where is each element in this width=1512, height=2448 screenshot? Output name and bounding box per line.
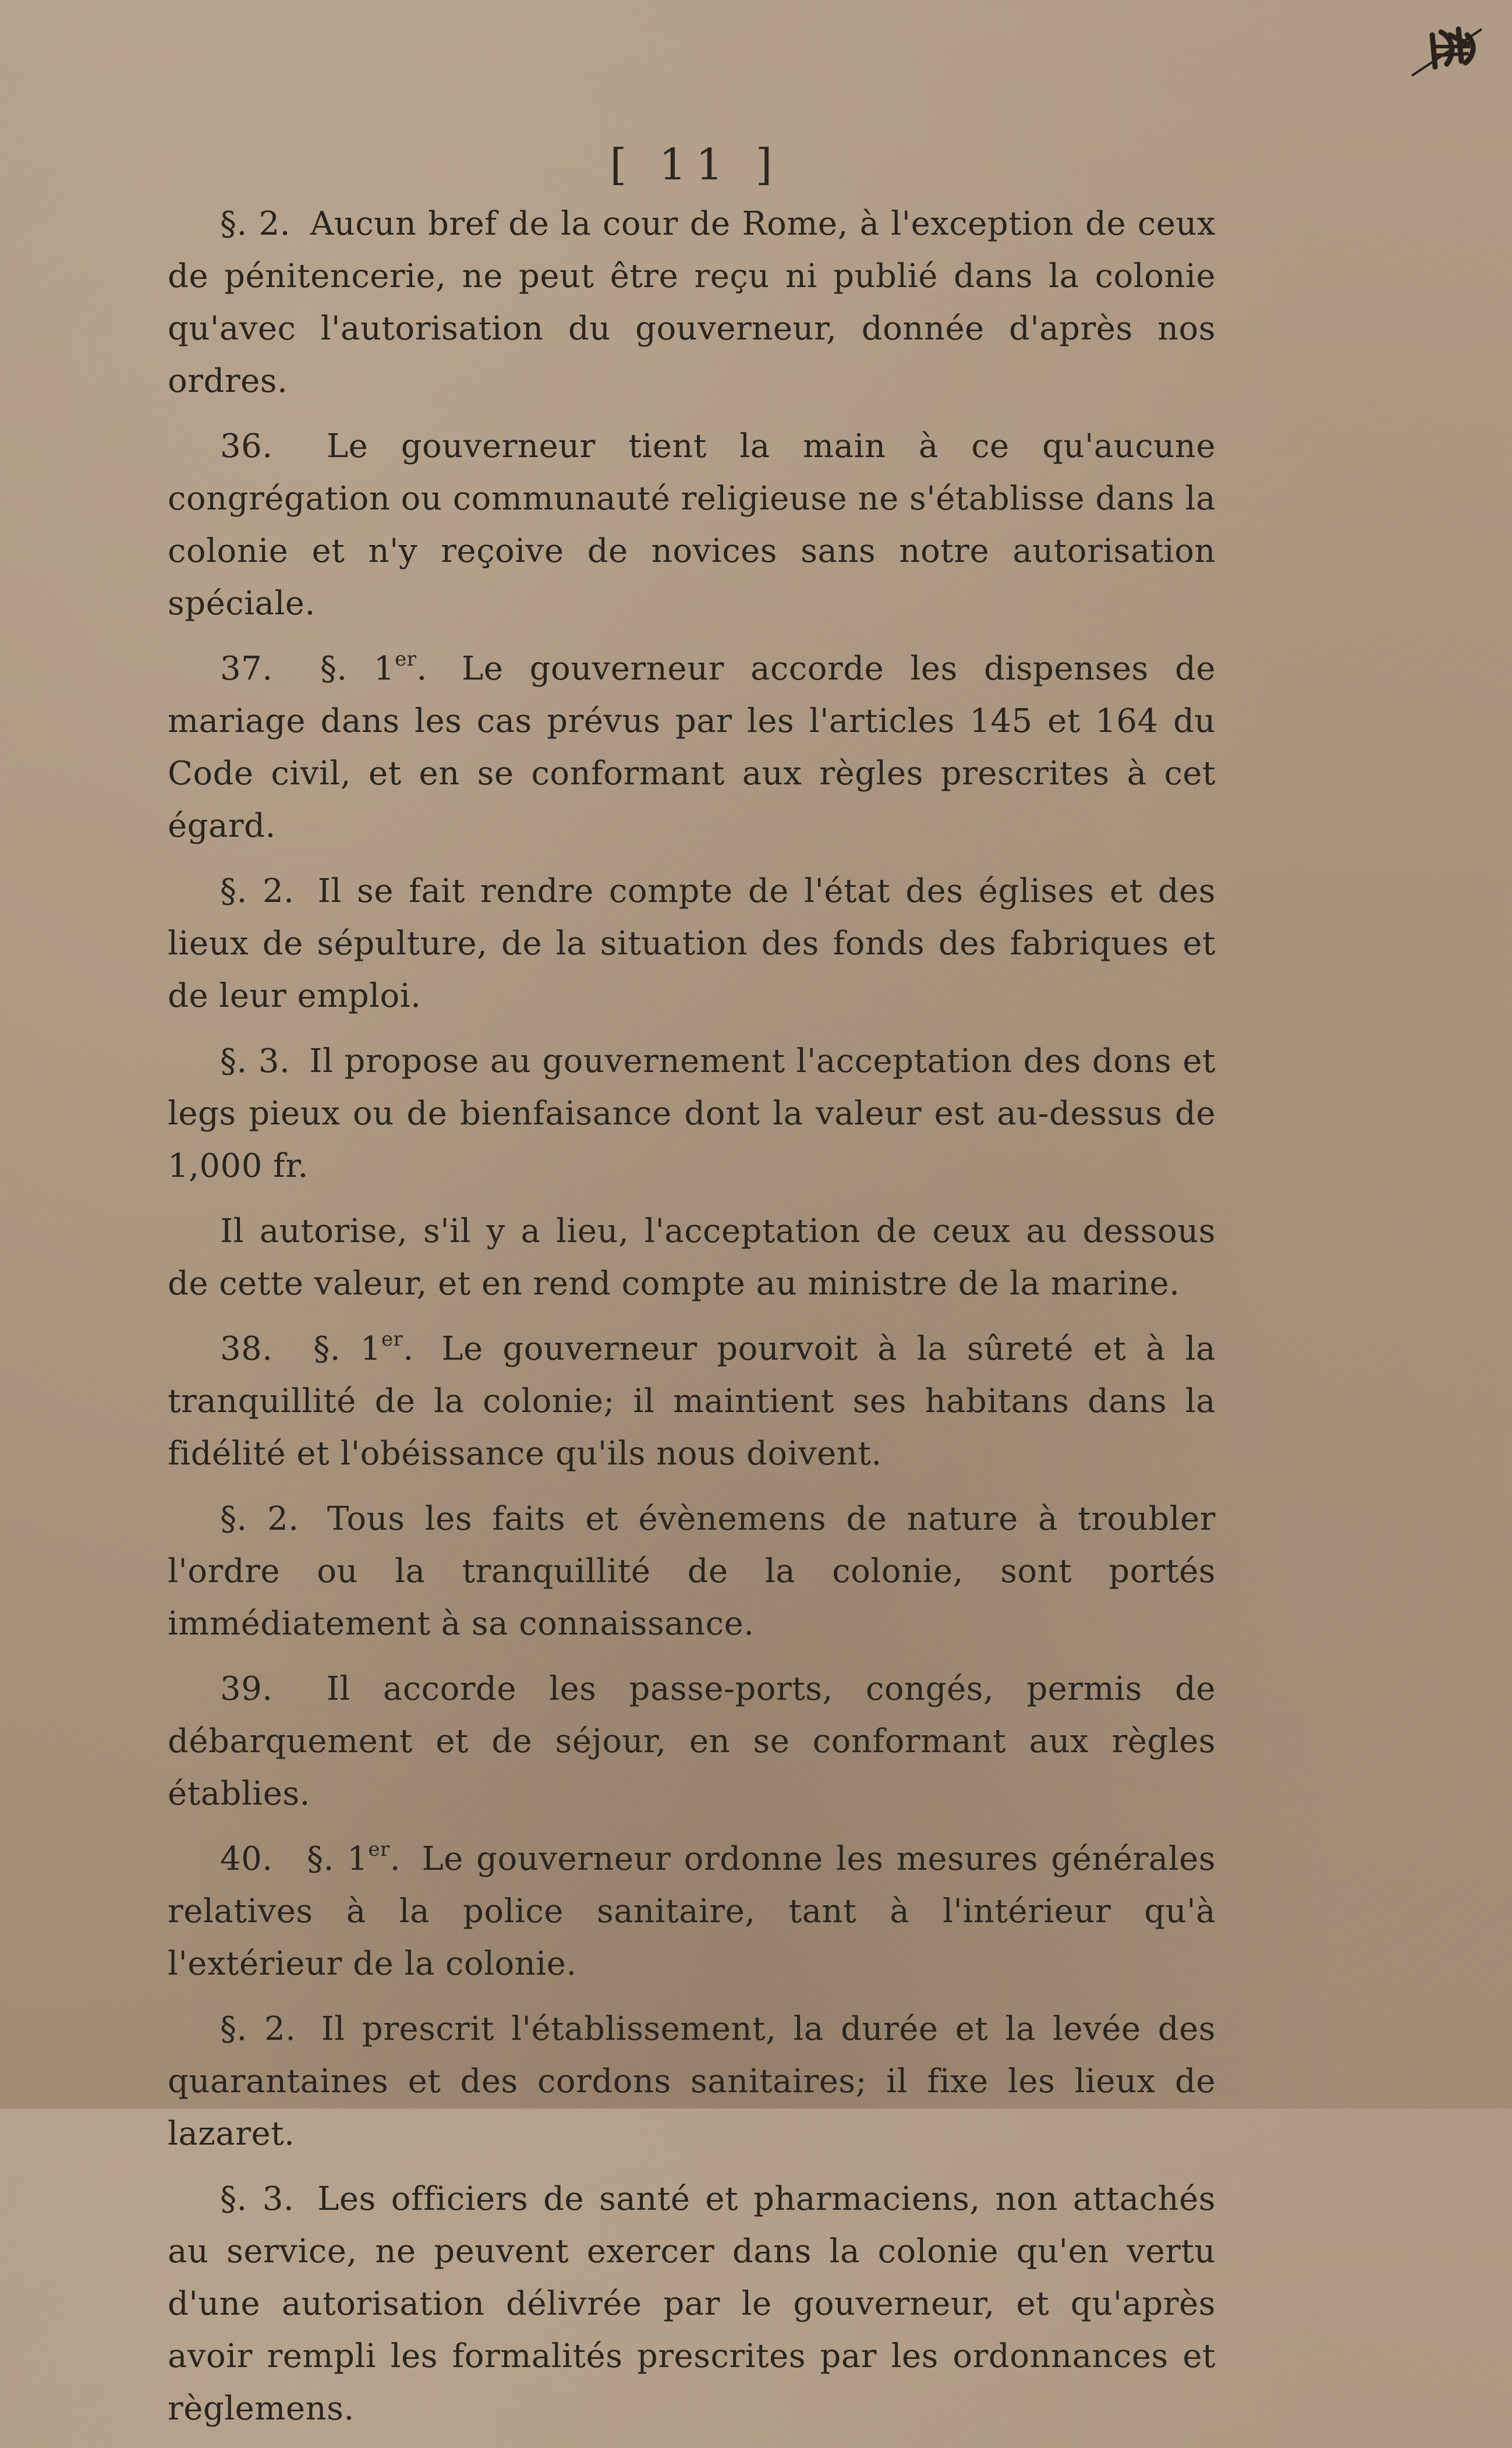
paragraph-38-1 xyxy=(168,1323,1216,1480)
paragraph-36 xyxy=(168,420,1216,630)
article-number: 37. xyxy=(220,650,273,688)
ink-scribble-icon xyxy=(1400,12,1488,99)
paragraph-text: Il autorise, s'il y a lieu, l'acceptation de ceux au dessous de cette valeur, et en rend compte au ministre de la marine. xyxy=(168,1212,1216,1303)
section-marker: §. 2. xyxy=(220,872,295,910)
ordinal-superscript: er xyxy=(395,648,417,671)
paragraph-text: Aucun bref de la cour de Rome, à l'exception de ceux de pénitencerie, ne peut être reçu ni publié dans la colonie qu'avec l'autorisation du gouverneur, donnée d'après nos ordres. xyxy=(168,205,1216,400)
paragraph-text: Les officiers de santé et pharmaciens, non attachés au service, ne peuvent exercer dans la colonie qu'en vertu d'une autorisation délivrée par le gouverneur, et qu'après avoir rempli les formalités prescrites par les ordonnances et règlemens. xyxy=(168,2180,1216,2428)
paragraph-35-2 xyxy=(168,198,1216,408)
paragraph-40-2 xyxy=(168,2003,1216,2160)
section-marker: §. 2. xyxy=(220,205,291,243)
paragraph-37-1 xyxy=(168,643,1216,852)
ordinal-superscript: er xyxy=(368,1838,390,1862)
paragraph-40-1 xyxy=(168,1833,1216,1990)
ordinal-superscript: er xyxy=(381,1328,403,1352)
article-number: 36. xyxy=(220,427,273,465)
section-marker: §. 3. xyxy=(220,1042,291,1080)
article-number: 39. xyxy=(220,1670,273,1708)
body-text xyxy=(168,198,1216,2448)
paragraph-39 xyxy=(168,1663,1216,1820)
paragraph-text: Il se fait rendre compte de l'état des églises et des lieux de sépulture, de la situation des fonds des fabriques et de leur emploi. xyxy=(168,872,1216,1015)
paragraph-text: Le gouverneur tient la main à ce qu'aucune congrégation ou communauté religieuse ne s'établisse dans la colonie et n'y reçoive de novices sans notre autorisation spéciale. xyxy=(168,427,1216,622)
section-marker: §. 3. xyxy=(220,2180,295,2218)
paragraph-38-2 xyxy=(168,1493,1216,1650)
paragraph-37-3 xyxy=(168,1035,1216,1193)
section-marker: §. 1 xyxy=(320,650,395,688)
section-marker: §. 1 xyxy=(306,1840,369,1878)
page-number: [ 11 ] xyxy=(610,140,782,190)
section-marker: §. 1 xyxy=(313,1330,381,1368)
paragraph-text: Il propose au gouvernement l'acceptation des dons et legs pieux ou de bienfaisance dont la valeur est au-dessus de 1,000 fr. xyxy=(168,1042,1216,1185)
article-number: 40. xyxy=(220,1840,273,1878)
paragraph-40-3 xyxy=(168,2173,1216,2435)
section-marker: §. 2. xyxy=(220,2010,296,2048)
section-marker: §. 2. xyxy=(220,1500,299,1538)
paragraph-text: Il accorde les passe-ports, congés, permis de débarquement et de séjour, en se conformant aux règles établies. xyxy=(168,1670,1216,1813)
article-number: 38. xyxy=(220,1330,273,1368)
paragraph-37-3-continued xyxy=(168,1205,1216,1310)
section-period: . xyxy=(389,1840,401,1878)
section-period: . xyxy=(416,650,427,688)
section-period: . xyxy=(403,1330,414,1368)
paragraph-text: Tous les faits et évènemens de nature à troubler l'ordre ou la tranquillité de la colonie, sont portés immédiatement à sa connaissance. xyxy=(168,1500,1216,1643)
paragraph-text: Le gouverneur pourvoit à la sûreté et à la tranquillité de la colonie; il maintient ses habitans dans la fidélité et l'obéissance qu'ils nous doivent. xyxy=(168,1330,1216,1473)
paragraph-text: Il prescrit l'établissement, la durée et la levée des quarantaines et des cordons sanitaires; il fixe les lieux de lazaret. xyxy=(168,2010,1216,2153)
paragraph-text: Le gouverneur accorde les dispenses de mariage dans les cas prévus par les l'articles 145 et 164 du Code civil, et en se conformant aux règles prescrites à cet égard. xyxy=(168,650,1216,845)
paragraph-37-2 xyxy=(168,865,1216,1023)
paragraph-text: Le gouverneur ordonne les mesures générales relatives à la police sanitaire, tant à l'intérieur qu'à l'extérieur de la colonie. xyxy=(168,1840,1216,1983)
